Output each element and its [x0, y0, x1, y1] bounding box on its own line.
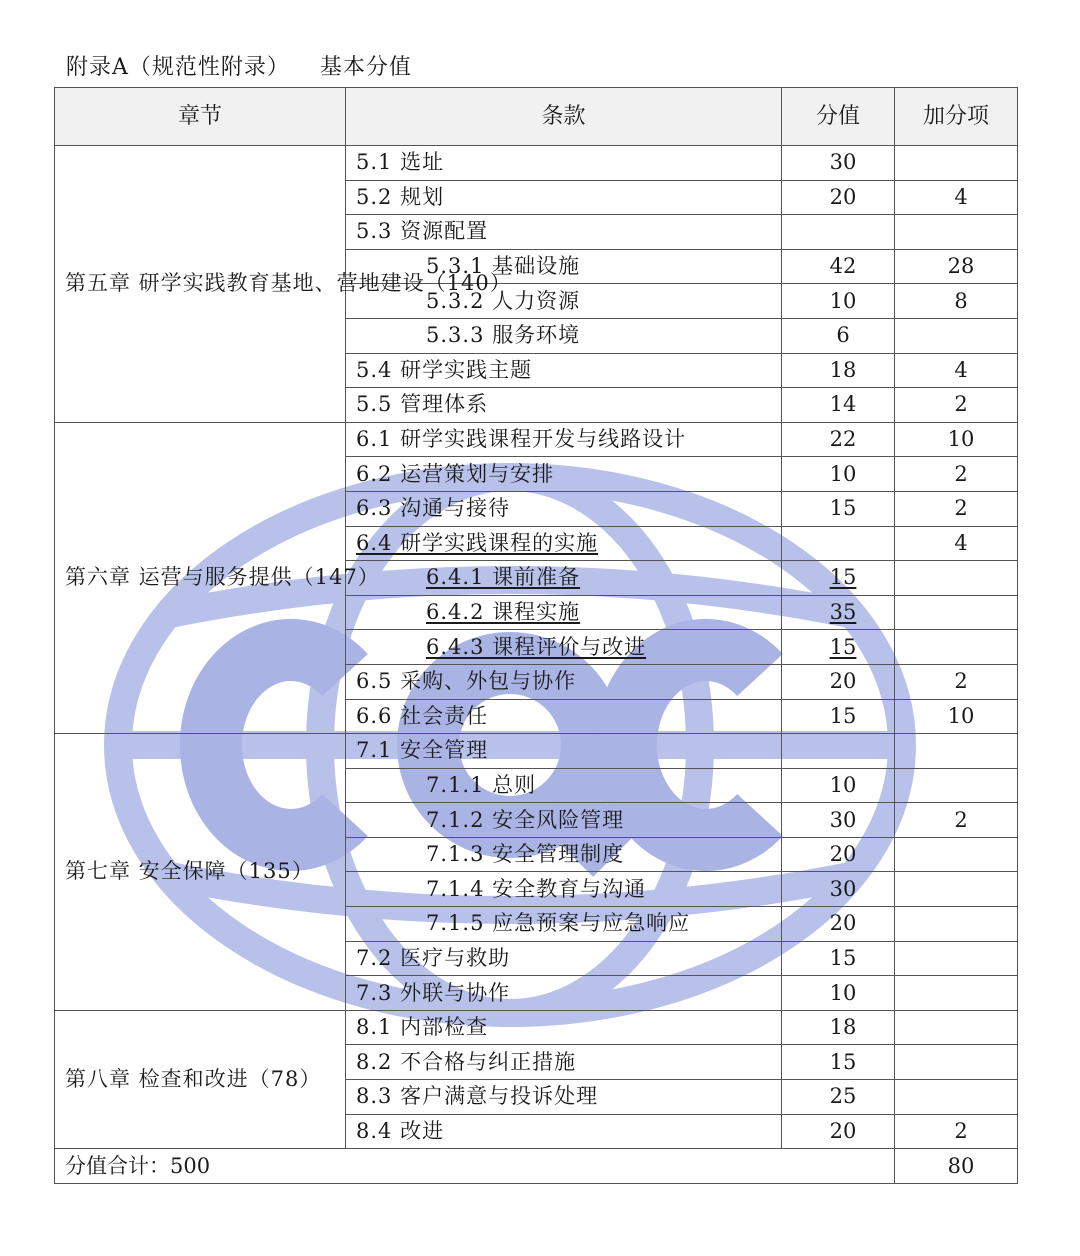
- bonus-cell: 4: [895, 526, 1018, 561]
- clause-cell: 7.1.4 安全教育与沟通: [346, 872, 782, 907]
- bonus-cell: [895, 837, 1018, 872]
- clause-cell: 8.2 不合格与纠正措施: [346, 1045, 782, 1080]
- score-cell: 35: [782, 595, 895, 630]
- bonus-cell: [895, 1010, 1018, 1045]
- bonus-cell: 4: [895, 180, 1018, 215]
- score-cell: 20: [782, 664, 895, 699]
- clause-cell: 6.6 社会责任: [346, 699, 782, 734]
- bonus-cell: [895, 561, 1018, 596]
- appendix-title: 基本分值: [319, 55, 412, 80]
- bonus-cell: [895, 595, 1018, 630]
- col-header-chapter: 章节: [55, 88, 346, 146]
- score-cell: 15: [782, 630, 895, 665]
- bonus-cell: [895, 318, 1018, 353]
- score-cell: 30: [782, 146, 895, 181]
- score-cell: 15: [782, 561, 895, 596]
- score-cell: 22: [782, 422, 895, 457]
- clause-cell: 7.1.5 应急预案与应急响应: [346, 907, 782, 942]
- bonus-cell: 4: [895, 353, 1018, 388]
- chapter-cell-6: 第六章 运营与服务提供（147）: [55, 422, 346, 733]
- clause-cell: 5.3.3 服务环境: [346, 318, 782, 353]
- bonus-cell: [895, 1045, 1018, 1080]
- bonus-cell: [895, 941, 1018, 976]
- score-cell: 20: [782, 180, 895, 215]
- bonus-cell: 2: [895, 388, 1018, 423]
- clause-cell: 7.1 安全管理: [346, 734, 782, 769]
- score-cell: 6: [782, 318, 895, 353]
- bonus-cell: [895, 630, 1018, 665]
- clause-cell: 5.5 管理体系: [346, 388, 782, 423]
- clause-cell: 6.4 研学实践课程的实施: [346, 526, 782, 561]
- score-cell: [782, 526, 895, 561]
- clause-cell: 5.4 研学实践主题: [346, 353, 782, 388]
- chapter-cell-7: 第七章 安全保障（135）: [55, 734, 346, 1011]
- score-cell: [782, 734, 895, 769]
- clause-cell: 8.3 客户满意与投诉处理: [346, 1080, 782, 1115]
- table-row: [55, 146, 1018, 181]
- col-header-clause: 条款: [346, 88, 782, 146]
- clause-cell: 6.4.3 课程评价与改进: [346, 630, 782, 665]
- score-cell: 15: [782, 1045, 895, 1080]
- chapter-cell-5: 第五章 研学实践教育基地、营地建设（140）: [55, 146, 346, 423]
- clause-cell: 7.2 医疗与救助: [346, 941, 782, 976]
- bonus-cell: [895, 872, 1018, 907]
- score-cell: 20: [782, 837, 895, 872]
- clause-cell: 5.3.1 基础设施: [346, 249, 782, 284]
- score-cell: 20: [782, 907, 895, 942]
- score-cell: 10: [782, 457, 895, 492]
- clause-cell: 5.3.2 人力资源: [346, 284, 782, 319]
- bonus-cell: [895, 734, 1018, 769]
- col-header-bonus: 加分项: [895, 88, 1018, 146]
- table-row: [55, 1010, 1018, 1045]
- bonus-cell: [895, 215, 1018, 250]
- clause-cell: 5.2 规划: [346, 180, 782, 215]
- score-cell: 14: [782, 388, 895, 423]
- clause-cell: 6.5 采购、外包与协作: [346, 664, 782, 699]
- appendix-heading: [66, 50, 412, 81]
- total-label: 分值合计：500: [55, 1149, 895, 1184]
- score-cell: 20: [782, 1114, 895, 1149]
- bonus-cell: [895, 768, 1018, 803]
- bonus-cell: [895, 1080, 1018, 1115]
- bonus-cell: 2: [895, 664, 1018, 699]
- clause-cell: 5.3 资源配置: [346, 215, 782, 250]
- appendix-label: 附录A（规范性附录）: [66, 55, 290, 80]
- clause-cell: 8.1 内部检查: [346, 1010, 782, 1045]
- bonus-cell: 10: [895, 699, 1018, 734]
- score-table: [54, 87, 1018, 1184]
- bonus-cell: [895, 146, 1018, 181]
- table-row: [55, 734, 1018, 769]
- bonus-cell: [895, 976, 1018, 1011]
- clause-cell: 6.4.1 课前准备: [346, 561, 782, 596]
- score-cell: 30: [782, 803, 895, 838]
- clause-cell: 6.2 运营策划与安排: [346, 457, 782, 492]
- score-cell: 10: [782, 976, 895, 1011]
- clause-cell: 7.1.1 总则: [346, 768, 782, 803]
- clause-cell: 7.1.3 安全管理制度: [346, 837, 782, 872]
- score-cell: [782, 215, 895, 250]
- bonus-cell: 2: [895, 457, 1018, 492]
- bonus-cell: 8: [895, 284, 1018, 319]
- total-bonus: 80: [895, 1149, 1018, 1184]
- bonus-cell: 28: [895, 249, 1018, 284]
- chapter-cell-8: 第八章 检查和改进（78）: [55, 1010, 346, 1148]
- score-cell: 18: [782, 353, 895, 388]
- total-row: [55, 1149, 1018, 1184]
- table-row: [55, 422, 1018, 457]
- score-cell: 18: [782, 1010, 895, 1045]
- bonus-cell: 2: [895, 803, 1018, 838]
- bonus-cell: 10: [895, 422, 1018, 457]
- clause-cell: 6.1 研学实践课程开发与线路设计: [346, 422, 782, 457]
- score-cell: 10: [782, 768, 895, 803]
- score-cell: 15: [782, 699, 895, 734]
- bonus-cell: [895, 907, 1018, 942]
- score-cell: 25: [782, 1080, 895, 1115]
- clause-cell: 6.3 沟通与接待: [346, 491, 782, 526]
- col-header-score: 分值: [782, 88, 895, 146]
- clause-cell: 5.1 选址: [346, 146, 782, 181]
- clause-cell: 7.1.2 安全风险管理: [346, 803, 782, 838]
- clause-cell: 7.3 外联与协作: [346, 976, 782, 1011]
- score-cell: 15: [782, 941, 895, 976]
- bonus-cell: 2: [895, 1114, 1018, 1149]
- score-cell: 30: [782, 872, 895, 907]
- clause-cell: 6.4.2 课程实施: [346, 595, 782, 630]
- score-cell: 42: [782, 249, 895, 284]
- header-row: [55, 88, 1018, 146]
- score-cell: 15: [782, 491, 895, 526]
- bonus-cell: 2: [895, 491, 1018, 526]
- score-cell: 10: [782, 284, 895, 319]
- clause-cell: 8.4 改进: [346, 1114, 782, 1149]
